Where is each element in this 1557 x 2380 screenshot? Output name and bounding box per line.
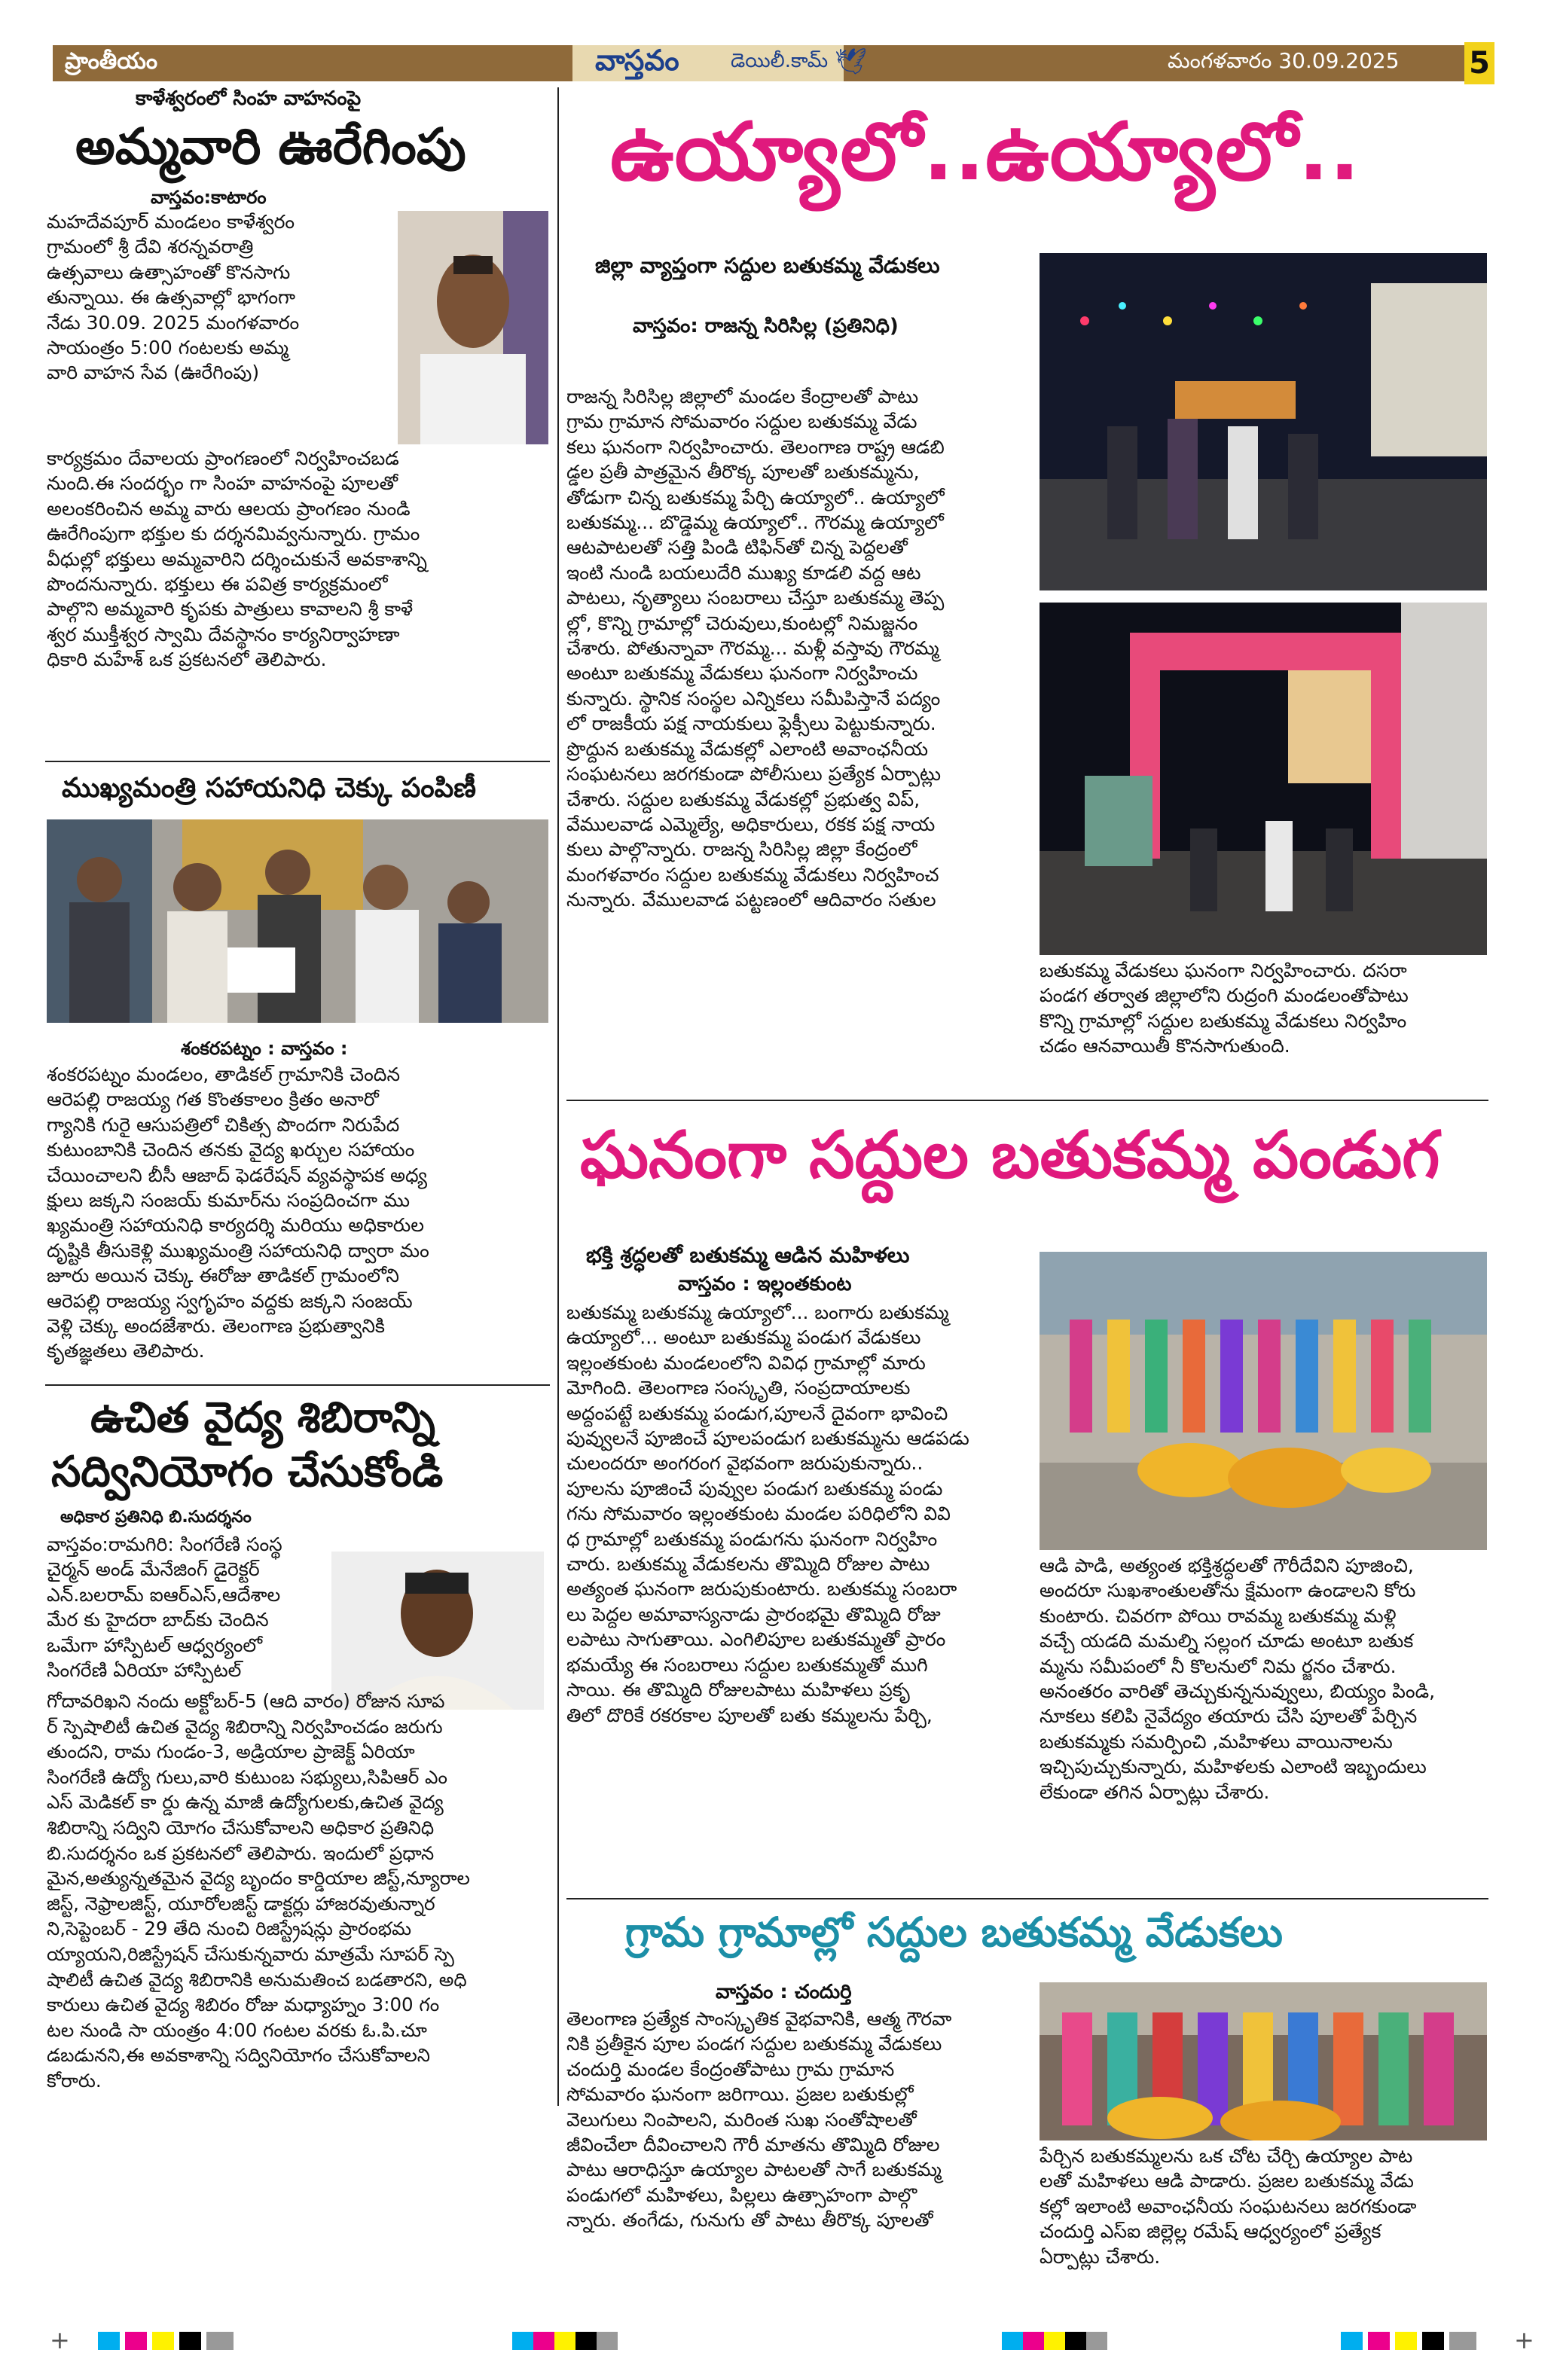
article1-kicker: కాళేశ్వరంలో సింహ వాహనంపై — [136, 87, 362, 110]
bird-icon: 🕊 — [835, 47, 868, 77]
section-label: ప్రాంతీయం — [65, 48, 158, 75]
article3-headline-line2: సద్వినియోగం చేసుకోండి — [51, 1448, 444, 1497]
registration-mark-right: + — [1514, 2326, 1534, 2354]
article3-byline: అధికార ప్రతినిధి బి.సుదర్శనం — [60, 1508, 252, 1527]
article4-byline: వాస్తవం: రాజన్న సిరిసిల్ల (ప్రతినిధి) — [633, 315, 899, 337]
article1-body-bottom: కార్యక్రమం దేవాలయ ప్రాంగణంలో నిర్వహించబడ నుంది.ఈ సందర్భం గా సింహ వాహనంపై పూలతో అలంకరించిన అమ్మ వారు ఆలయ ప్రాంగణం నుండి ఊరేగింపుగా భక్తుల కు దర్శనమివ్వనున్నారు. గ్రామం వీధుల్లో భక్తులు అమ్మవారిని దర్శించుకునే అవకాశాన్ని పొందనున్నారు. భక్తులు ఈ పవిత్ర కార్యక్రమంలో పాల్గొని అమ్మవారి కృపకు పాత్రులు కావాలని శ్రీ కాళే శ్వర ముక్తీశ్వర స్వామి దేవస్థానం కార్యనిర్వాహణా ధికారి మహేశ్ ఒక ప్రకటనలో తెలిపారు. — [47, 447, 427, 671]
article4-photo-bottom — [1040, 603, 1487, 955]
color-bar-center-left — [512, 2332, 618, 2350]
column-rule — [557, 87, 559, 2106]
article1-body-top: మహదేవపూర్ మండలం కాళేశ్వరం గ్రామంలో శ్రీ దేవి శరన్నవరాత్రి ఉత్సవాలు ఉత్సాహంతో కొనసాగు తున్నాయి. ఈ ఉత్సవాల్లో భాగంగా నేడు 30.09. 2025 మంగళవారం సాయంత్రం 5:00 గంటలకు అమ్మ వారి వాహన సేవ (ఊరేగింపు) — [47, 211, 300, 384]
divider — [566, 1898, 1488, 1899]
article2-body: శంకరపట్నం మండలం, తాడికల్ గ్రామానికి చెందిన ఆరెపల్లి రాజయ్య గత కొంతకాలం క్రితం అనారో గ్యానికి గురై ఆసుపత్రిలో చికిత్స పొందగా నిరుపేద కుటుంబానికి చెందిన తనకు వైద్య ఖర్చుల సహాయం చేయించాలని బీసీ ఆజాద్ ఫెడరేషన్ వ్యవస్థాపక అధ్య క్షులు జక్కని సంజయ్ కుమార్‌ను సంప్రదించగా ము ఖ్యమంత్రి సహాయనిధి కార్యదర్శి మరియు అధికారుల దృష్టికి తీసుకెళ్లి ముఖ్యమంత్రి సహాయనిధి ద్వారా మం జూరు అయిన చెక్కు ఈరోజు తాడికల్ గ్రామంలోని ఆరెపల్లి రాజయ్య స్వగృహం వద్దకు జక్కని సంజయ్ వెళ్లి చెక్కు అందజేశారు. తెలంగాణ ప్రభుత్వానికి కృతజ్ఞతలు తెలిపారు. — [47, 1063, 429, 1362]
article4-headline: ఉయ్యాలో..ఉయ్యాలో.. — [610, 105, 1361, 198]
color-bar-left — [98, 2332, 234, 2350]
paper-name: వాస్తవం — [595, 44, 679, 77]
article6-byline: వాస్తవం : చందుర్తి — [716, 1981, 852, 2003]
article2-photo — [47, 819, 548, 1023]
article5-subhead: భక్తి శ్రద్ధలతో బతుకమ్మ ఆడిన మహిళలు — [586, 1243, 910, 1268]
divider — [45, 761, 550, 762]
article6-photo — [1040, 1982, 1487, 2140]
article5-body: బతుకమ్మ బతుకమ్మ ఉయ్యాలో... బంగారు బతుకమ్మ ఉయ్యాలో... అంటూ బతుకమ్మ పండుగ వేడుకలు ఇల్లంతకుంట మండలంలోని వివిధ గ్రామాల్లో మారు మోగింది. తెలంగాణ సంస్కృతి, సంప్రదాయాలకు అద్దంపట్టే బతుకమ్మ పండుగ,పూలనే దైవంగా భావించి పువ్వులనే పూజించే పూలపండుగ బతుకమ్మను ఆడపడు చులందరూ అంగరంగ వైభవంగా జరుపుకున్నారు.. పూలను పూజించే పువ్వుల పండుగ బతుకమ్మ పండు గను సోమవారం ఇల్లంతకుంట మండల పరిధిలోని వివి ధ గ్రామాల్లో బతుకమ్మ పండుగను ఘనంగా నిర్వహిం చారు. బతుకమ్మ వేడుకలను తొమ్మిది రోజుల పాటు అత్యంత ఘనంగా జరుపుకుంటారు. బతుకమ్మ సంబరా లు పెద్దల అమావాస్యనాడు ప్రారంభమై తొమ్మిది రోజు లపాటు సాగుతాయి. ఎంగిలిపూల బతుకమ్మతో ప్రారం భమయ్యే ఈ సంబరాలు సద్దుల బతుకమ్మతో ముగి సాయి. ఈ తొమ్మిది రోజులపాటు మహిళలు ప్రకృ తిలో దొరికే రకరకాల పూలతో బతు కమ్మలను పేర్చి, — [566, 1301, 969, 1726]
page-number: 5 — [1464, 42, 1494, 84]
header-date: మంగళవారం 30.09.2025 — [1168, 48, 1400, 73]
color-bar-right — [1341, 2332, 1476, 2350]
color-bar-center-right — [1002, 2332, 1107, 2350]
divider — [45, 1384, 550, 1386]
article4-subhead: జిల్లా వ్యాప్తంగా సద్దుల బతుకమ్మ వేడుకలు — [595, 253, 940, 278]
article5-body-cont: ఆడి పాడి, అత్యంత భక్తిశ్రద్ధలతో గౌరీదేవిని పూజించి, అందరూ సుఖశాంతులతోను క్షేమంగా ఉండాలని కోరు కుంటారు. చివరగా పోయి రావమ్మ బతుకమ్మ మళ్లి వచ్చే యడది మమల్ని సల్లంగ చూడు అంటూ బతుక మ్మను సమీపంలో నీ కొలనులో నిమ ర్జనం చేశారు. అనంతరం వారితో తెచ్చుకున్ననువ్వులు, బియ్యం పిండి, నూకలు కలిపి నైవేద్యం తయారు చేసి పూలతో పేర్చిన బతుకమ్మకు సమర్పించి ,మహిళలు వాయినాలను ఇచ్చిపుచ్చుకున్నారు, మహిళలకు ఎలాంటి ఇబ్బందులు లేకుండా తగిన ఏర్పాట్లు చేశారు. — [1040, 1555, 1436, 1803]
article3-body-bottom: గోదావరిఖని నందు అక్టోబర్-5 (ఆది వారం) రోజున సూప ర్ స్పెషాలిటీ ఉచిత వైద్య శిబిరాన్ని నిర్వహించడం జరుగు తుందని, రామ గుండం-3, అడ్రియాల ప్రాజెక్ట్ ఏరియా సింగరేణి ఉద్యో గులు,వారి కుటుంబ సభ్యులు,సిపిఆర్ ఎం ఎస్ మెడికల్ కా ర్డు ఉన్న మాజీ ఉద్యోగులకు,ఉచిత వైద్య శిబిరాన్ని సద్విని యోగం చేసుకోవాలని అధికార ప్రతినిధి బి.సుదర్శనం ఒక ప్రకటనలో తెలిపారు. ఇందులో ప్రధాన మైన,అత్యున్నతమైన వైద్య బృందం కార్డియాల జిస్ట్,న్యూరాల జిస్ట్, నెఫ్రాలజిస్ట్, యూరోలజిస్ట్ డాక్టర్లు హాజరవుతున్నార ని,సెప్టెంబర్ - 29 తేది నుంచి రిజిస్ట్రేషన్లు ప్రారంభమ య్యాయని,రిజిస్ట్రేషన్ చేసుకున్నవారు మాత్రమే సూపర్ స్పె షాలిటీ ఉచిత వైద్య శిబిరానికి అనుమతించ బడతారని, అధి కారులు ఉచిత వైద్య శిబిరం రోజు మధ్యాహ్నం 3:00 గం టల నుండి సా యంత్రం 4:00 గంటల వరకు ఓ.పి.చూ డబడునని,ఈ అవకాశాన్ని సద్వినియోగం చేసుకోవాలని కోరారు. — [47, 1690, 470, 2092]
article2-byline: శంకరపట్నం : వాస్తవం : — [181, 1038, 348, 1059]
article3-body-top: వాస్తవం:రామగిరి: సింగరేణి సంస్థ చైర్మన్ అండ్ మేనేజింగ్ డైరెక్టర్ ఎన్.బలరామ్ ఐఆర్ఎస్,ఆదేశాల మేర కు హైదరా బాద్‌కు చెందిన ఒమేగా హాస్పిటల్ ఆధ్వర్యంలో సింగరేణి ఏరియా హాస్పిటల్ — [47, 1533, 282, 1682]
article5-byline: వాస్తవం : ఇల్లంతకుంట — [678, 1273, 852, 1295]
article6-body: తెలంగాణ ప్రత్యేక సాంస్కృతిక వైభవానికి, ఆత్మ గౌరవా నికి ప్రతీకైన పూల పండగ సద్దుల బతుకమ్మ వేడుకలు చందుర్తి మండల కేంద్రంతోపాటు గ్రామ గ్రామాన సోమవారం ఘనంగా జరిగాయి. ప్రజల బతుకుల్లో వెలుగులు నింపాలని, మరింత సుఖ సంతోషాలతో జీవించేలా దీవించాలని గౌరీ మాతను తొమ్మిది రోజుల పాటు ఆరాధిస్తూ ఉయ్యాల పాటలతో సాగే బతుకమ్మ పండుగలో మహిళలు, పిల్లలు ఉత్సాహంగా పాల్గొ న్నారు. తంగేడు, గునుగు తో పాటు తీరొక్క పూలతో — [566, 2008, 952, 2232]
article3-photo — [331, 1552, 544, 1710]
registration-mark-left: + — [50, 2326, 70, 2354]
paper-site: డెయిలీ.కామ్ — [731, 50, 829, 72]
article6-body-cont: పేర్చిన బతుకమ్మలను ఒక చోట చేర్చి ఉయ్యాల పాట లతో మహిళలు ఆడి పాడారు. ప్రజల బతుకమ్మ వేడు కల్లో ఇలాంటి అవాంఛనీయ సంఘటనలు జరగకుండా చందుర్తి ఎస్ఐ జిల్లెల్ల రమేష్ ఆధ్వర్యంలో ప్రత్యేక ఏర్పాట్లు చేశారు. — [1040, 2145, 1417, 2268]
article6-headline: గ్రామ గ్రామాల్లో సద్దుల బతుకమ్మ వేడుకలు — [625, 1909, 1283, 1956]
article1-headline: అమ్మవారి ఊరేగింపు — [75, 117, 466, 175]
article3-headline-line1: ఉచిత వైద్య శిబిరాన్ని — [90, 1393, 435, 1442]
article2-headline: ముఖ్యమంత్రి సహాయనిధి చెక్కు పంపిణీ — [62, 773, 476, 804]
article4-body: రాజన్న సిరిసిల్ల జిల్లాలో మండల కేంద్రాలతో పాటు గ్రామ గ్రామాన సోమవారం సద్దుల బతుకమ్మ వేడు కలు ఘనంగా నిర్వహించారు. తెలంగాణ రాష్ట్ర ఆడబి డ్డల ప్రతీ పాత్రమైన తీరొక్క పూలతో బతుకమ్మను, తోడుగా చిన్న బతుకమ్మ పేర్చి ఉయ్యాలో.. ఉయ్యాలో బతుకమ్మ... బొడ్డెమ్మ ఉయ్యాలో.. గౌరమ్మ ఉయ్యాలో ఆటపాటలతో సత్తి పిండి టిఫిన్‌తో చిన్న పెద్దలతో ఇంటి నుండి బయలుదేరి ముఖ్య కూడలి వద్ద ఆట పాటలు, నృత్యాలు సంబరాలు చేస్తూ బతుకమ్మ తెప్ప ల్లో, కొన్ని గ్రామాల్లో చెరువులు,కుంటల్లో నిమజ్జనం చేశారు. పోతున్నావా గౌరమ్మ... మళ్లీ వస్తావు గౌరమ్మ అంటూ బతుకమ్మ వేడుకలు ఘనంగా నిర్వహించు కున్నారు. స్థానిక సంస్థల ఎన్నికలు సమీపిస్తానే పద్యం లో రాజకీయ పక్ష నాయకులు ఫ్లెక్సీలు పెట్టుకున్నారు. ప్రొద్దున బతుకమ్మ వేడుకల్లో ఎలాంటి అవాంఛనీయ సంఘటనలు జరగకుండా పోలీసులు ప్రత్యేక ఏర్పాట్లు చేశారు. సద్దుల బతుకమ్మ వేడుకల్లో ప్రభుత్వ విప్, వేములవాడ ఎమ్మెల్యే, అధికారులు, రకక పక్ష నాయ కులు పాల్గొన్నారు. రాజన్న సిరిసిల్ల జిల్లా కేంద్రంలో మంగళవారం సద్దుల బతుకమ్మ వేడుకలు నిర్వహించ నున్నారు. వేములవాడ పట్టణంలో ఆదివారం సతుల — [566, 386, 945, 911]
article1-byline: వాస్తవం:కాటారం — [151, 187, 267, 208]
article5-photo — [1040, 1252, 1487, 1550]
article1-photo — [398, 211, 548, 444]
article4-body-cont: బతుకమ్మ వేడుకలు ఘనంగా నిర్వహించారు. దసరా పండగ తర్వాత జిల్లాలోని రుద్రంగి మండలంతోపాటు కొన్ని గ్రామాల్లో సద్దుల బతుకమ్మ వేడుకలు నిర్వహిం చడం ఆనవాయితీ కొనసాగుతుంది. — [1040, 960, 1409, 1057]
divider — [566, 1100, 1488, 1101]
article4-photo-top — [1040, 253, 1487, 590]
article5-headline: ఘనంగా సద్దుల బతుకమ్మ పండుగ — [580, 1118, 1440, 1193]
